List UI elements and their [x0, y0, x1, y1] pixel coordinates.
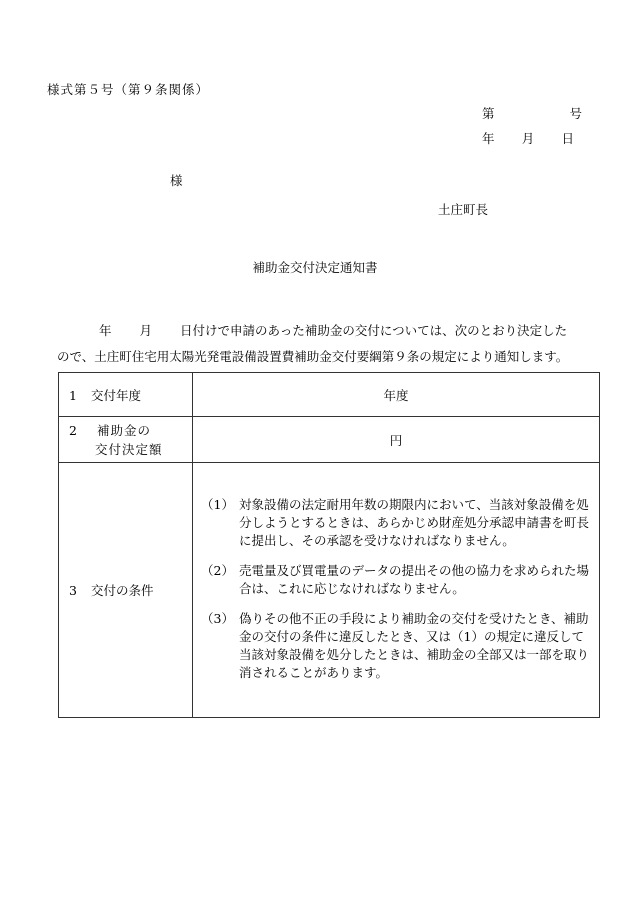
condition-item [201, 610, 593, 682]
notice-table [58, 372, 600, 718]
doc-number-prefix: 第 [482, 106, 495, 121]
body-line-1-text: 日付けで申請のあった補助金の交付については、次のとおり決定した [180, 323, 568, 338]
condition-item [201, 496, 593, 550]
row-label-line-1: 補助金の [97, 422, 152, 438]
row-amount-value: 円 [193, 417, 600, 463]
condition-text: 売電量及び買電量のデータの提出その他の協力を求められた場合は、これに応じなければなりません。 [239, 563, 590, 596]
row-conditions-label [59, 463, 193, 718]
body-line-2: ので、土庄町住宅用太陽光発電設備設置費補助金交付要綱第９条の規定により通知します。 [57, 349, 569, 364]
doc-number-suffix: 号 [569, 106, 582, 121]
row-label: 交付年度 [90, 387, 141, 403]
document-number-line [482, 104, 582, 122]
row-fiscal-year-value: 年度 [193, 373, 600, 417]
issuer-name: 土庄町長 [438, 202, 489, 217]
date-year: 年 [482, 131, 495, 146]
row-number: 2 [69, 422, 77, 438]
date-month: 月 [521, 131, 535, 146]
condition-number: （3） [201, 611, 234, 626]
body-month: 月 [139, 323, 153, 338]
body-line-1 [57, 318, 602, 344]
condition-text: 偽りその他不正の手段により補助金の交付を受けたとき、補助金の交付の条件に違反したとき、又は（1）の規定に違反して当該対象設備を処分したときは、補助金の全部又は一部を取り消されることがあります。 [239, 611, 590, 680]
body-year: 年 [99, 323, 112, 338]
condition-item [201, 562, 593, 598]
body-paragraph [57, 318, 602, 370]
table-row [59, 463, 600, 718]
condition-text: 対象設備の法定耐用年数の期限内において、当該対象設備を処分しようとするときは、あらかじめ財産処分承認申請書を町長に提出し、その承認を受けなければなりません。 [239, 497, 590, 548]
date-line [482, 129, 574, 147]
row-number: 3 [69, 583, 77, 598]
row-amount-label [59, 417, 193, 463]
row-fiscal-year-label [59, 373, 193, 417]
row-label-line-2: 交付決定額 [95, 441, 163, 457]
document-title: 補助金交付決定通知書 [252, 260, 378, 275]
recipient-suffix: 様 [170, 173, 183, 188]
row-number: 1 [69, 387, 77, 403]
row-label: 交付の条件 [90, 583, 154, 598]
table-row [59, 373, 600, 417]
condition-number: （1） [201, 497, 234, 512]
condition-number: （2） [201, 563, 234, 578]
table-row [59, 417, 600, 463]
date-day: 日 [561, 131, 574, 146]
row-conditions-value [193, 463, 600, 718]
form-number: 様式第５号（第９条関係） [47, 82, 210, 97]
